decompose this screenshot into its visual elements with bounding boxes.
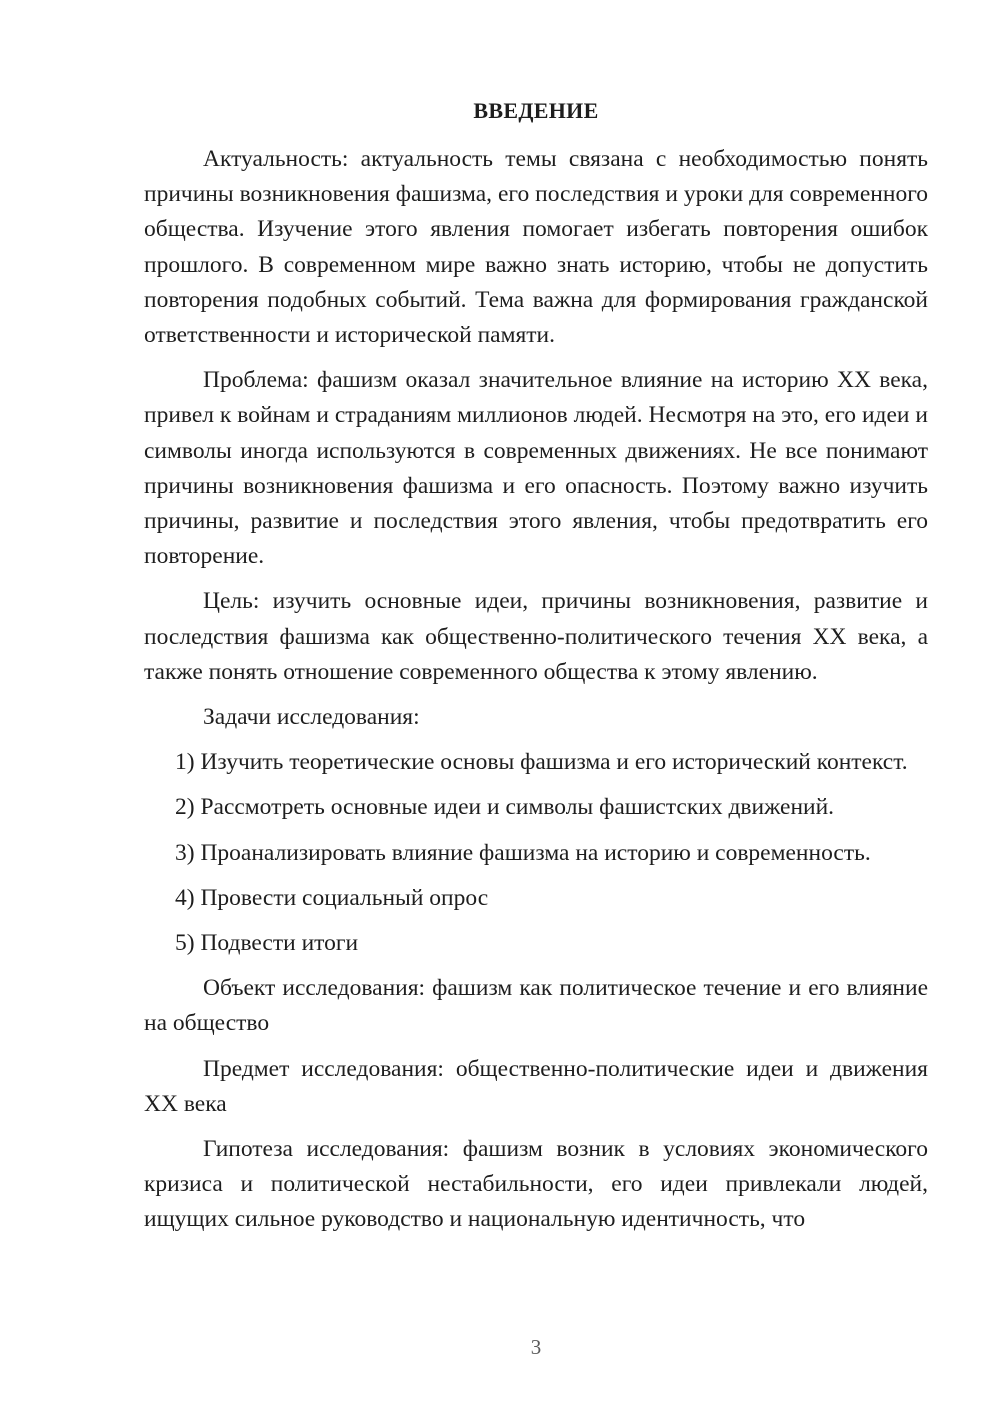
paragraph-goal: Цель: изучить основные идеи, причины возникновения, развитие и последствия фашизма как общественно-политического течения XX века, а также понять отношение современного общества к этому явлению.	[144, 588, 928, 685]
task-item-4: 4) Провести социальный опрос	[175, 884, 489, 911]
section-title: ВВЕДЕНИЕ	[473, 98, 599, 123]
tasks-heading: Задачи исследования:	[203, 704, 420, 731]
paragraph-hypothesis: Гипотеза исследования: фашизм возник в условиях экономического кризиса и политической нестабильности, его идеи привлекали людей, ищущих сильное руководство и национальную идентичность, что	[144, 1136, 928, 1233]
paragraph-problem: Проблема: фашизм оказал значительное влияние на историю XX века, привел к войнам и страданиям миллионов людей. Несмотря на это, его идеи и символы иногда используются в современных движениях. Не все понимают причины возникновения фашизма и его опасность. Поэтому важно изучить причины, развитие и последствия этого явления, чтобы предотвратить его повторение.	[144, 367, 928, 570]
page-number: 3	[530, 1335, 542, 1359]
paragraph-object: Объект исследования: фашизм как политическое течение и его влияние на общество	[144, 975, 928, 1037]
body-text	[144, 142, 928, 1248]
task-item-3: 3) Проанализировать влияние фашизма на историю и современность.	[175, 839, 871, 866]
task-item-1: 1) Изучить теоретические основы фашизма и его исторический контекст.	[175, 749, 908, 776]
task-item-5: 5) Подвести итоги	[175, 930, 359, 957]
paragraph-subject: Предмет исследования: общественно-политические идеи и движения XX века	[144, 1055, 928, 1117]
paragraph-relevance: Актуальность: актуальность темы связана с необходимостью понять причины возникновения фашизма, его последствия и уроки для современного общества. Изучение этого явления помогает избегать повторения ошибок прошлого. В современном мире важно знать историю, чтобы не допустить повторения подобных событий. Тема важна для формирования гражданской ответственности и исторической памяти.	[144, 146, 928, 349]
task-item-2: 2) Рассмотреть основные идеи и символы фашистских движений.	[175, 794, 835, 821]
